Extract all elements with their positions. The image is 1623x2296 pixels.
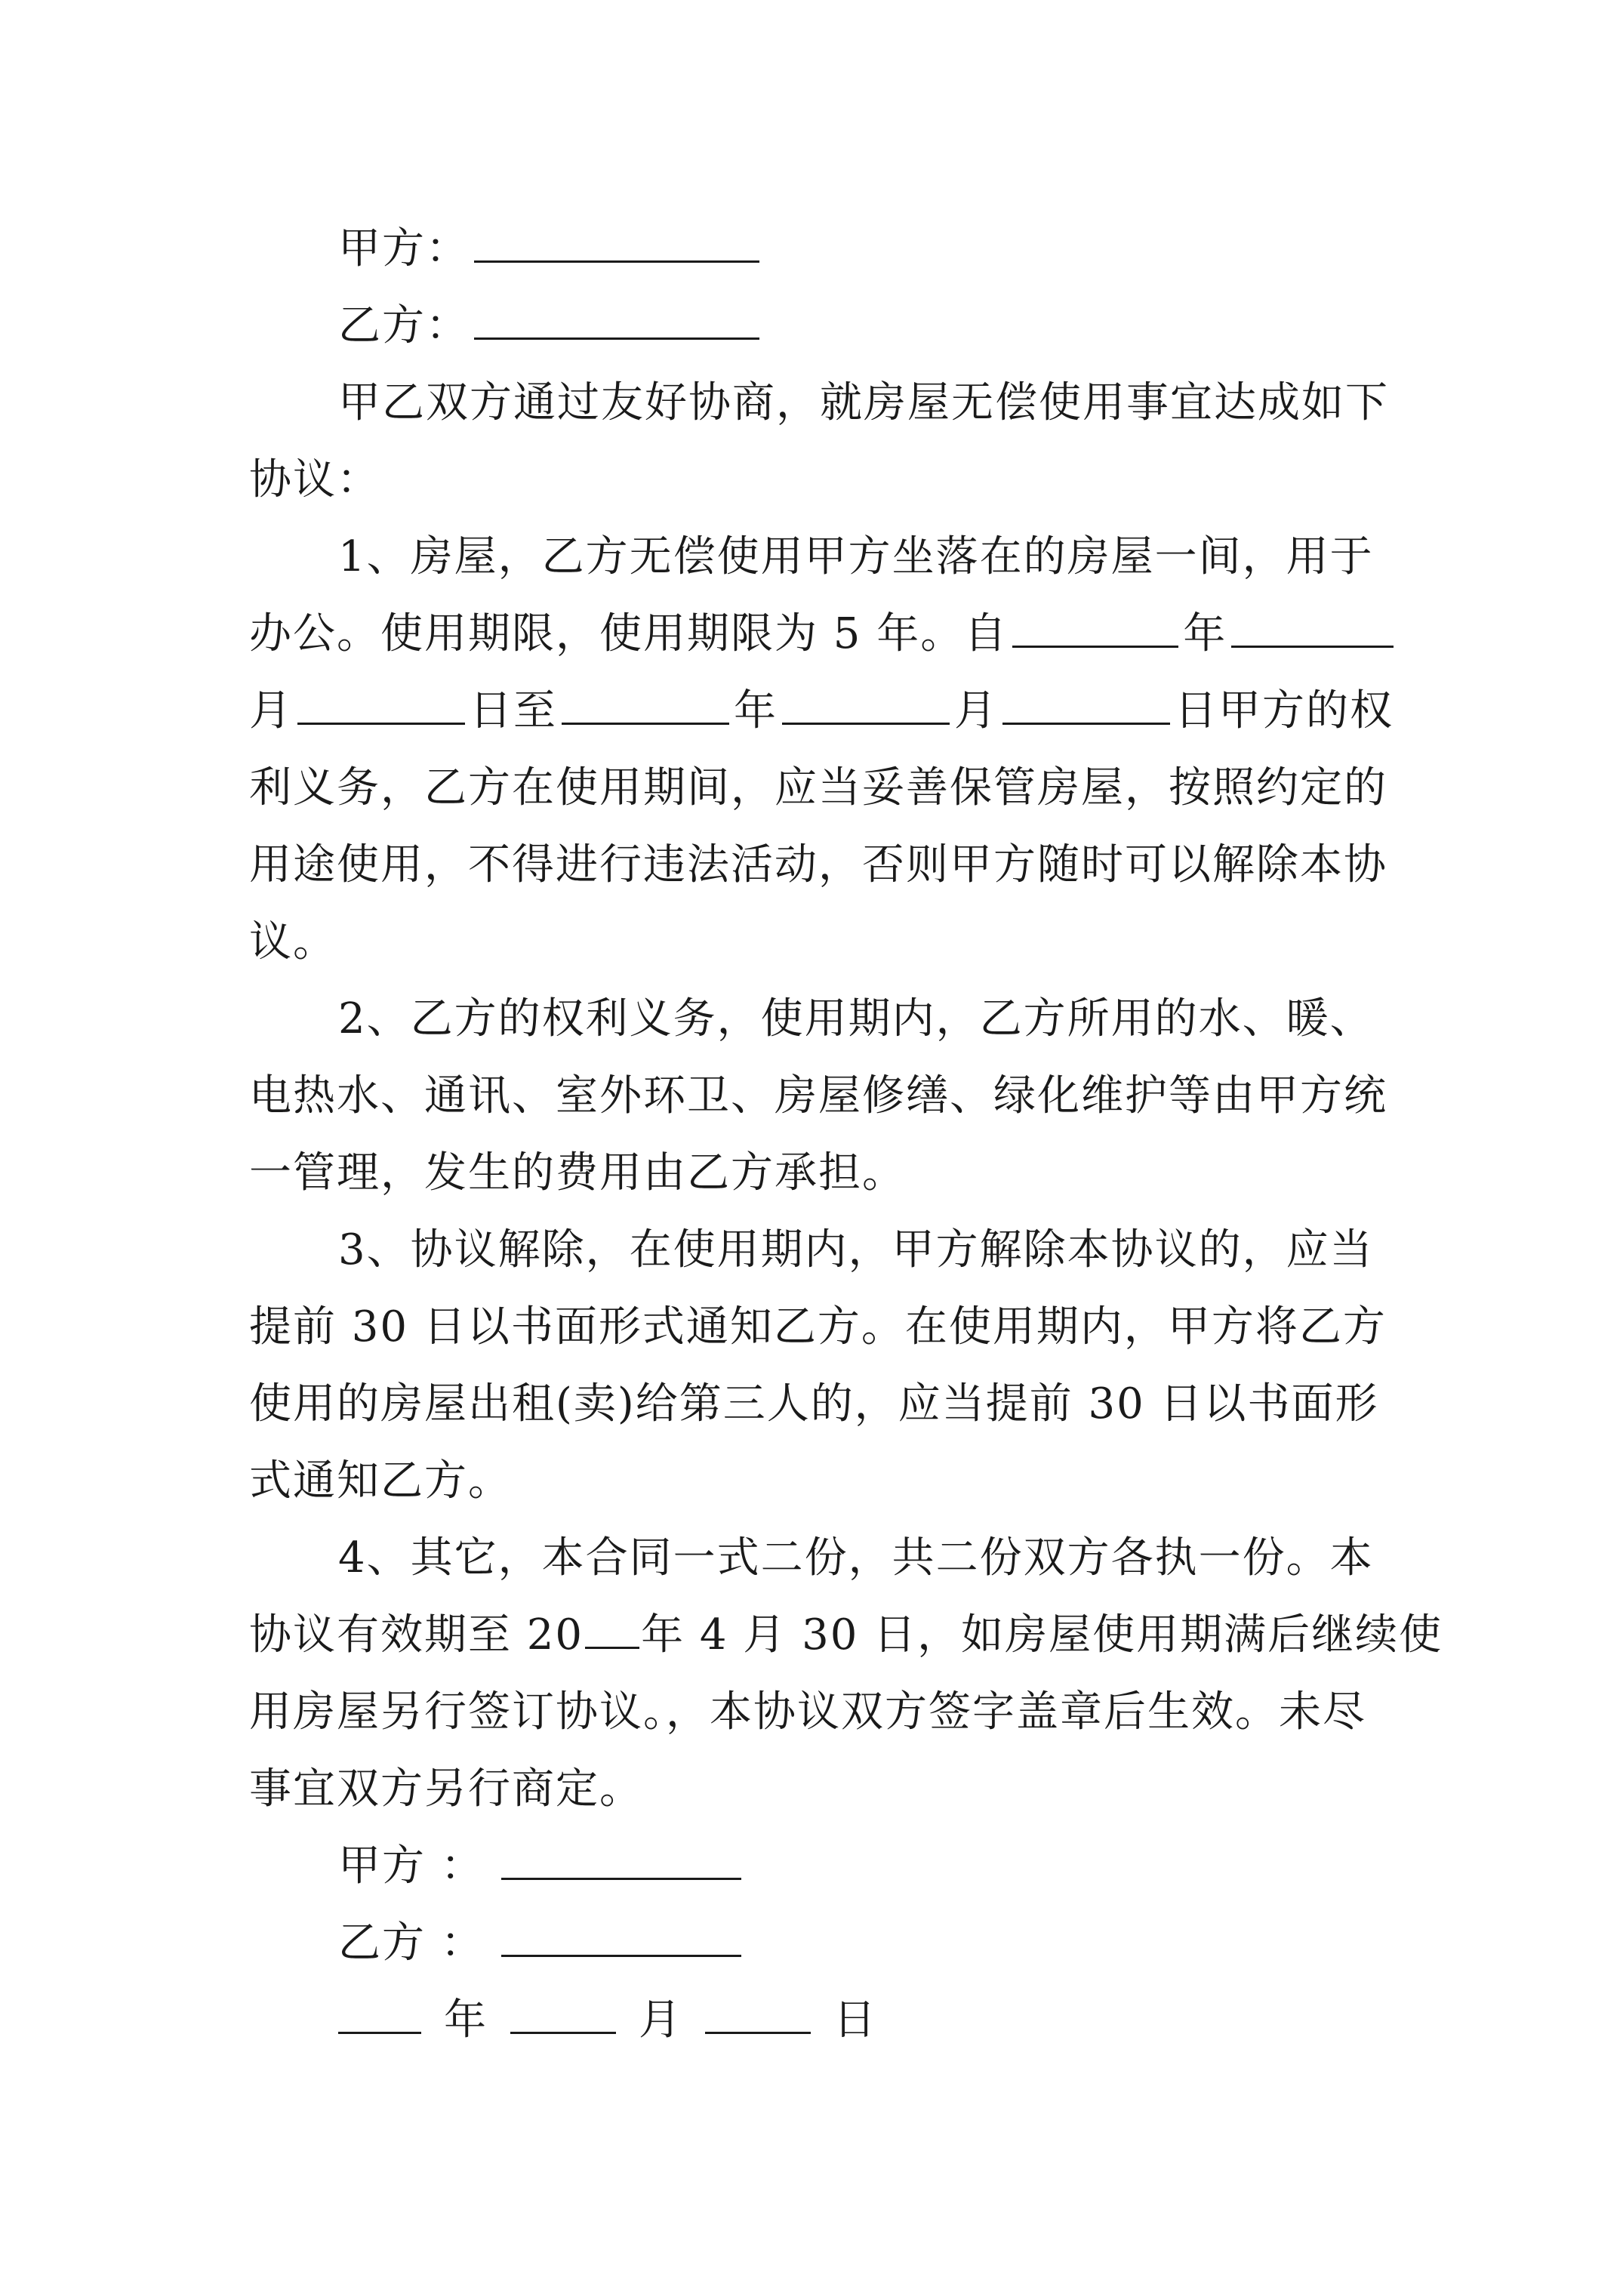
end-day-blank[interactable]	[1002, 680, 1170, 725]
clause1-line-5: 用途使用，不得进行违法活动，否则甲方随时可以解除本协	[249, 840, 1387, 889]
date-day-label: 日	[833, 1996, 877, 2045]
footer-party-a-blank[interactable]	[501, 1835, 741, 1880]
clause3-line-3: 使用的房屋出租(卖)给第三人的，应当提前 30 日以书面形	[249, 1379, 1379, 1428]
clause4-line-3: 用房屋另行签订协议。，本协议双方签字盖章后生效。未尽	[249, 1687, 1366, 1737]
header-party-a	[338, 211, 1478, 287]
footer-party-a	[338, 1829, 1478, 1904]
clause3-line-1: 3、协议解除，在使用期内，甲方解除本协议的，应当	[338, 1225, 1374, 1274]
start-year-blank[interactable]	[1012, 603, 1178, 648]
footer-party-a-label: 甲方 ：	[338, 1841, 485, 1891]
footer-date	[338, 1983, 1478, 2058]
end-year-blank[interactable]	[562, 680, 729, 725]
date-month-blank[interactable]	[510, 1989, 616, 2034]
start-month-blank[interactable]	[1231, 603, 1394, 648]
clause3-line-2: 提前 30 日以书面形式通知乙方。在使用期内，甲方将乙方	[249, 1302, 1387, 1351]
footer-party-b	[338, 1906, 1478, 1981]
date-month-label: 月	[639, 1996, 682, 2045]
clause1-line-1: 1、房屋，乙方无偿使用甲方坐落在的房屋一间，用于	[338, 532, 1374, 581]
clause3-line-4: 式通知乙方。	[249, 1456, 512, 1505]
clause4-text: 年 4 月 30 日，如房屋使用期满后继续使	[641, 1610, 1443, 1660]
clause4-line-2	[249, 1598, 1443, 1673]
clause1-text: 日至	[470, 686, 557, 735]
footer-party-b-label: 乙方 ：	[338, 1918, 485, 1968]
clause1-text: 年	[1183, 609, 1227, 658]
start-day-blank[interactable]	[297, 680, 465, 725]
party-b-label: 乙方：	[338, 301, 470, 350]
footer-party-b-blank[interactable]	[501, 1912, 741, 1957]
header-party-b	[338, 288, 1478, 364]
clause1-text: 月	[954, 686, 998, 735]
clause2-line-1: 2、乙方的权利义务，使用期内，乙方所用的水、暖、	[338, 994, 1374, 1043]
clause1-text: 日甲方的权	[1175, 686, 1394, 735]
intro-line-2: 协议：	[249, 455, 380, 504]
clause1-line-6: 议。	[249, 917, 337, 966]
date-day-blank[interactable]	[705, 1989, 811, 2034]
clause2-line-3: 一管理，发生的费用由乙方承担。	[249, 1148, 906, 1197]
clause4-line-1: 4、其它，本合同一式二份，共二份双方各执一份。本	[338, 1533, 1374, 1583]
end-month-blank[interactable]	[782, 680, 950, 725]
clause4-line-4: 事宜双方另行商定。	[249, 1764, 643, 1814]
clause1-text: 月	[249, 686, 293, 735]
party-b-blank[interactable]	[474, 295, 759, 340]
clause4-text: 协议有效期至 20	[249, 1610, 584, 1660]
clause2-line-2: 电热水、通讯、室外环卫、房屋修缮、绿化维护等由甲方统	[249, 1071, 1387, 1120]
clause1-line-4: 利义务，乙方在使用期间，应当妥善保管房屋，按照约定的	[249, 763, 1387, 812]
validity-year-blank[interactable]	[585, 1604, 639, 1649]
clause1-text: 年	[734, 686, 778, 735]
date-year-blank[interactable]	[338, 1989, 421, 2034]
clause1-line-3	[249, 673, 1394, 749]
clause1-text: 办公。使用期限，使用期限为 5 年。自	[249, 609, 1009, 658]
date-year-label: 年	[444, 1996, 488, 2045]
intro-line-1: 甲乙双方通过友好协商，就房屋无偿使用事宜达成如下	[338, 378, 1389, 427]
clause1-line-2	[249, 596, 1389, 672]
party-a-label: 甲方：	[338, 224, 470, 273]
party-a-blank[interactable]	[474, 218, 759, 263]
